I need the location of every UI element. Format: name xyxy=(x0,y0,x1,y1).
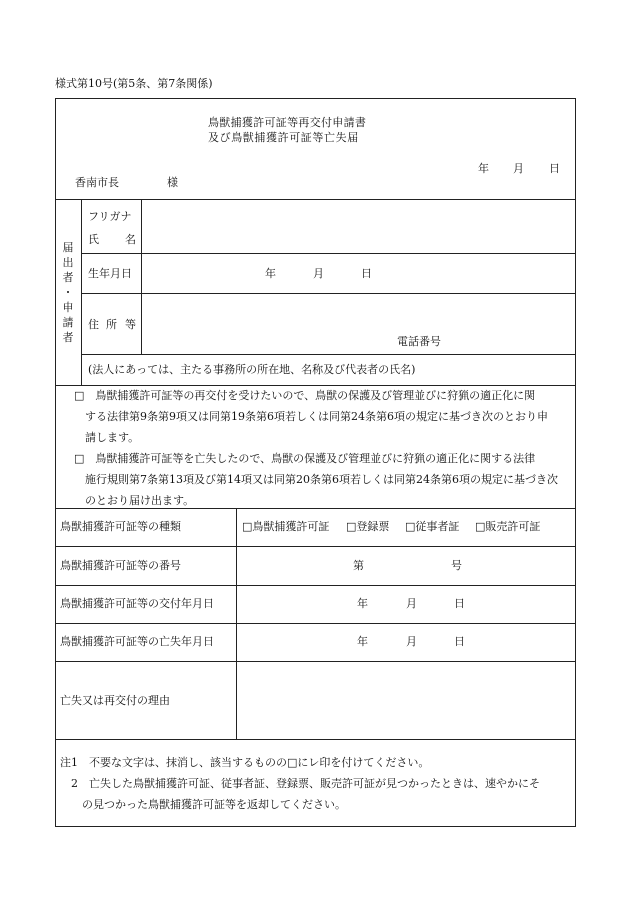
date-year-label: 年 xyxy=(478,162,489,175)
permit-type-option-registration[interactable]: □登録票 xyxy=(346,520,390,533)
statement-option-reissue[interactable]: □ 鳥獣捕獲許可証等の再交付を受けたいので、鳥獣の保護及び管理並びに狩猟の適正化に関 する法律第9条第9項又は同第19条第6項若しくは同第24条第6項の規定に基づき次のとおり申 請します。 xyxy=(74,389,548,444)
permit-type-option-worker[interactable]: □従事者証 xyxy=(405,520,460,533)
permit-number-suffix: 号 xyxy=(451,559,462,572)
birth-year-label: 年 xyxy=(265,267,276,280)
details-line-4 xyxy=(55,661,576,662)
issue-date-label: 鳥獣捕獲許可証等の交付年月日 xyxy=(60,597,214,610)
applicant-side-label: 届 出 者 ・ 申 請 者 xyxy=(62,241,74,344)
label-column-divider xyxy=(141,199,142,354)
loss-day-label: 日 xyxy=(454,635,465,648)
loss-date-field[interactable] xyxy=(238,625,574,659)
loss-date-label: 鳥獣捕獲許可証等の亡失年月日 xyxy=(60,635,214,648)
reason-label: 亡失又は再交付の理由 xyxy=(60,694,170,707)
address-row-bottom-line xyxy=(81,354,576,355)
applicant-top-line xyxy=(55,199,576,200)
reason-field[interactable] xyxy=(238,663,574,737)
side-label-divider xyxy=(81,199,82,385)
permit-type-option-capture[interactable]: □鳥獣捕獲許可証 xyxy=(242,520,330,533)
addressee-honorific: 様 xyxy=(167,176,178,189)
permit-type-label: 鳥獣捕獲許可証等の種類 xyxy=(60,520,181,533)
permit-number-label: 鳥獣捕獲許可証等の番号 xyxy=(60,559,181,572)
birth-date-label: 生年月日 xyxy=(88,267,132,280)
statement-option-loss[interactable]: □ 鳥獣捕獲許可証等を亡失したので、鳥獣の保護及び管理並びに狩猟の適正化に関する法律 施行規則第7条第13項及び第14項又は同第20条第6項若しくは同第24条第6項の規定に基づき次 のとおり届け出ます。 xyxy=(74,452,558,507)
note-2-continued: の見つかった鳥獣捕獲許可証等を返却してください。 xyxy=(60,798,346,811)
address-label-third: 等 xyxy=(125,318,136,331)
date-day-label: 日 xyxy=(549,162,560,175)
name-label-second: 名 xyxy=(125,233,136,246)
date-month-label: 月 xyxy=(513,162,524,175)
form-number-label: 様式第10号(第5条、第7条関係) xyxy=(55,77,213,90)
loss-year-label: 年 xyxy=(357,635,368,648)
form-title-line1: 鳥獣捕獲許可証等再交付申請書 xyxy=(208,116,367,129)
permit-number-field[interactable] xyxy=(367,550,447,580)
issue-date-field[interactable] xyxy=(238,587,574,621)
birth-date-field[interactable] xyxy=(143,255,574,291)
name-field[interactable] xyxy=(143,201,574,251)
note-2: 2 亡失した鳥獣捕獲許可証、従事者証、登録票、販売許可証が見つかったときは、速やかにそ xyxy=(60,777,540,790)
notes-section xyxy=(60,752,540,815)
note-1: 注1 不要な文字は、抹消し、該当するものの□にレ印を付けてください。 xyxy=(60,756,430,769)
form-title-line2: 及び鳥獣捕獲許可証等亡失届 xyxy=(208,131,359,144)
phone-label: 電話番号 xyxy=(397,335,441,348)
issue-year-label: 年 xyxy=(357,597,368,610)
permit-type-option-sales[interactable]: □販売許可証 xyxy=(475,520,541,533)
birth-month-label: 月 xyxy=(313,267,324,280)
loss-month-label: 月 xyxy=(406,635,417,648)
address-field[interactable] xyxy=(143,295,574,352)
details-line-2 xyxy=(55,585,576,586)
issue-month-label: 月 xyxy=(406,597,417,610)
issue-day-label: 日 xyxy=(454,597,465,610)
details-bottom-line xyxy=(55,739,576,740)
furigana-label: フリガナ xyxy=(88,210,132,223)
addressee-name: 香南市長 xyxy=(75,176,119,189)
details-top-line xyxy=(55,508,576,509)
name-row-bottom-line xyxy=(81,253,576,254)
corporate-note: (法人にあっては、主たる事務所の所在地、名称及び代表者の氏名) xyxy=(88,363,416,376)
permit-number-prefix: 第 xyxy=(353,559,364,572)
birth-row-bottom-line xyxy=(81,293,576,294)
birth-day-label: 日 xyxy=(361,267,372,280)
name-label-first: 氏 xyxy=(88,233,99,246)
details-line-1 xyxy=(55,546,576,547)
address-label-second: 所 xyxy=(106,318,117,331)
address-label-first: 住 xyxy=(88,318,99,331)
details-line-3 xyxy=(55,623,576,624)
